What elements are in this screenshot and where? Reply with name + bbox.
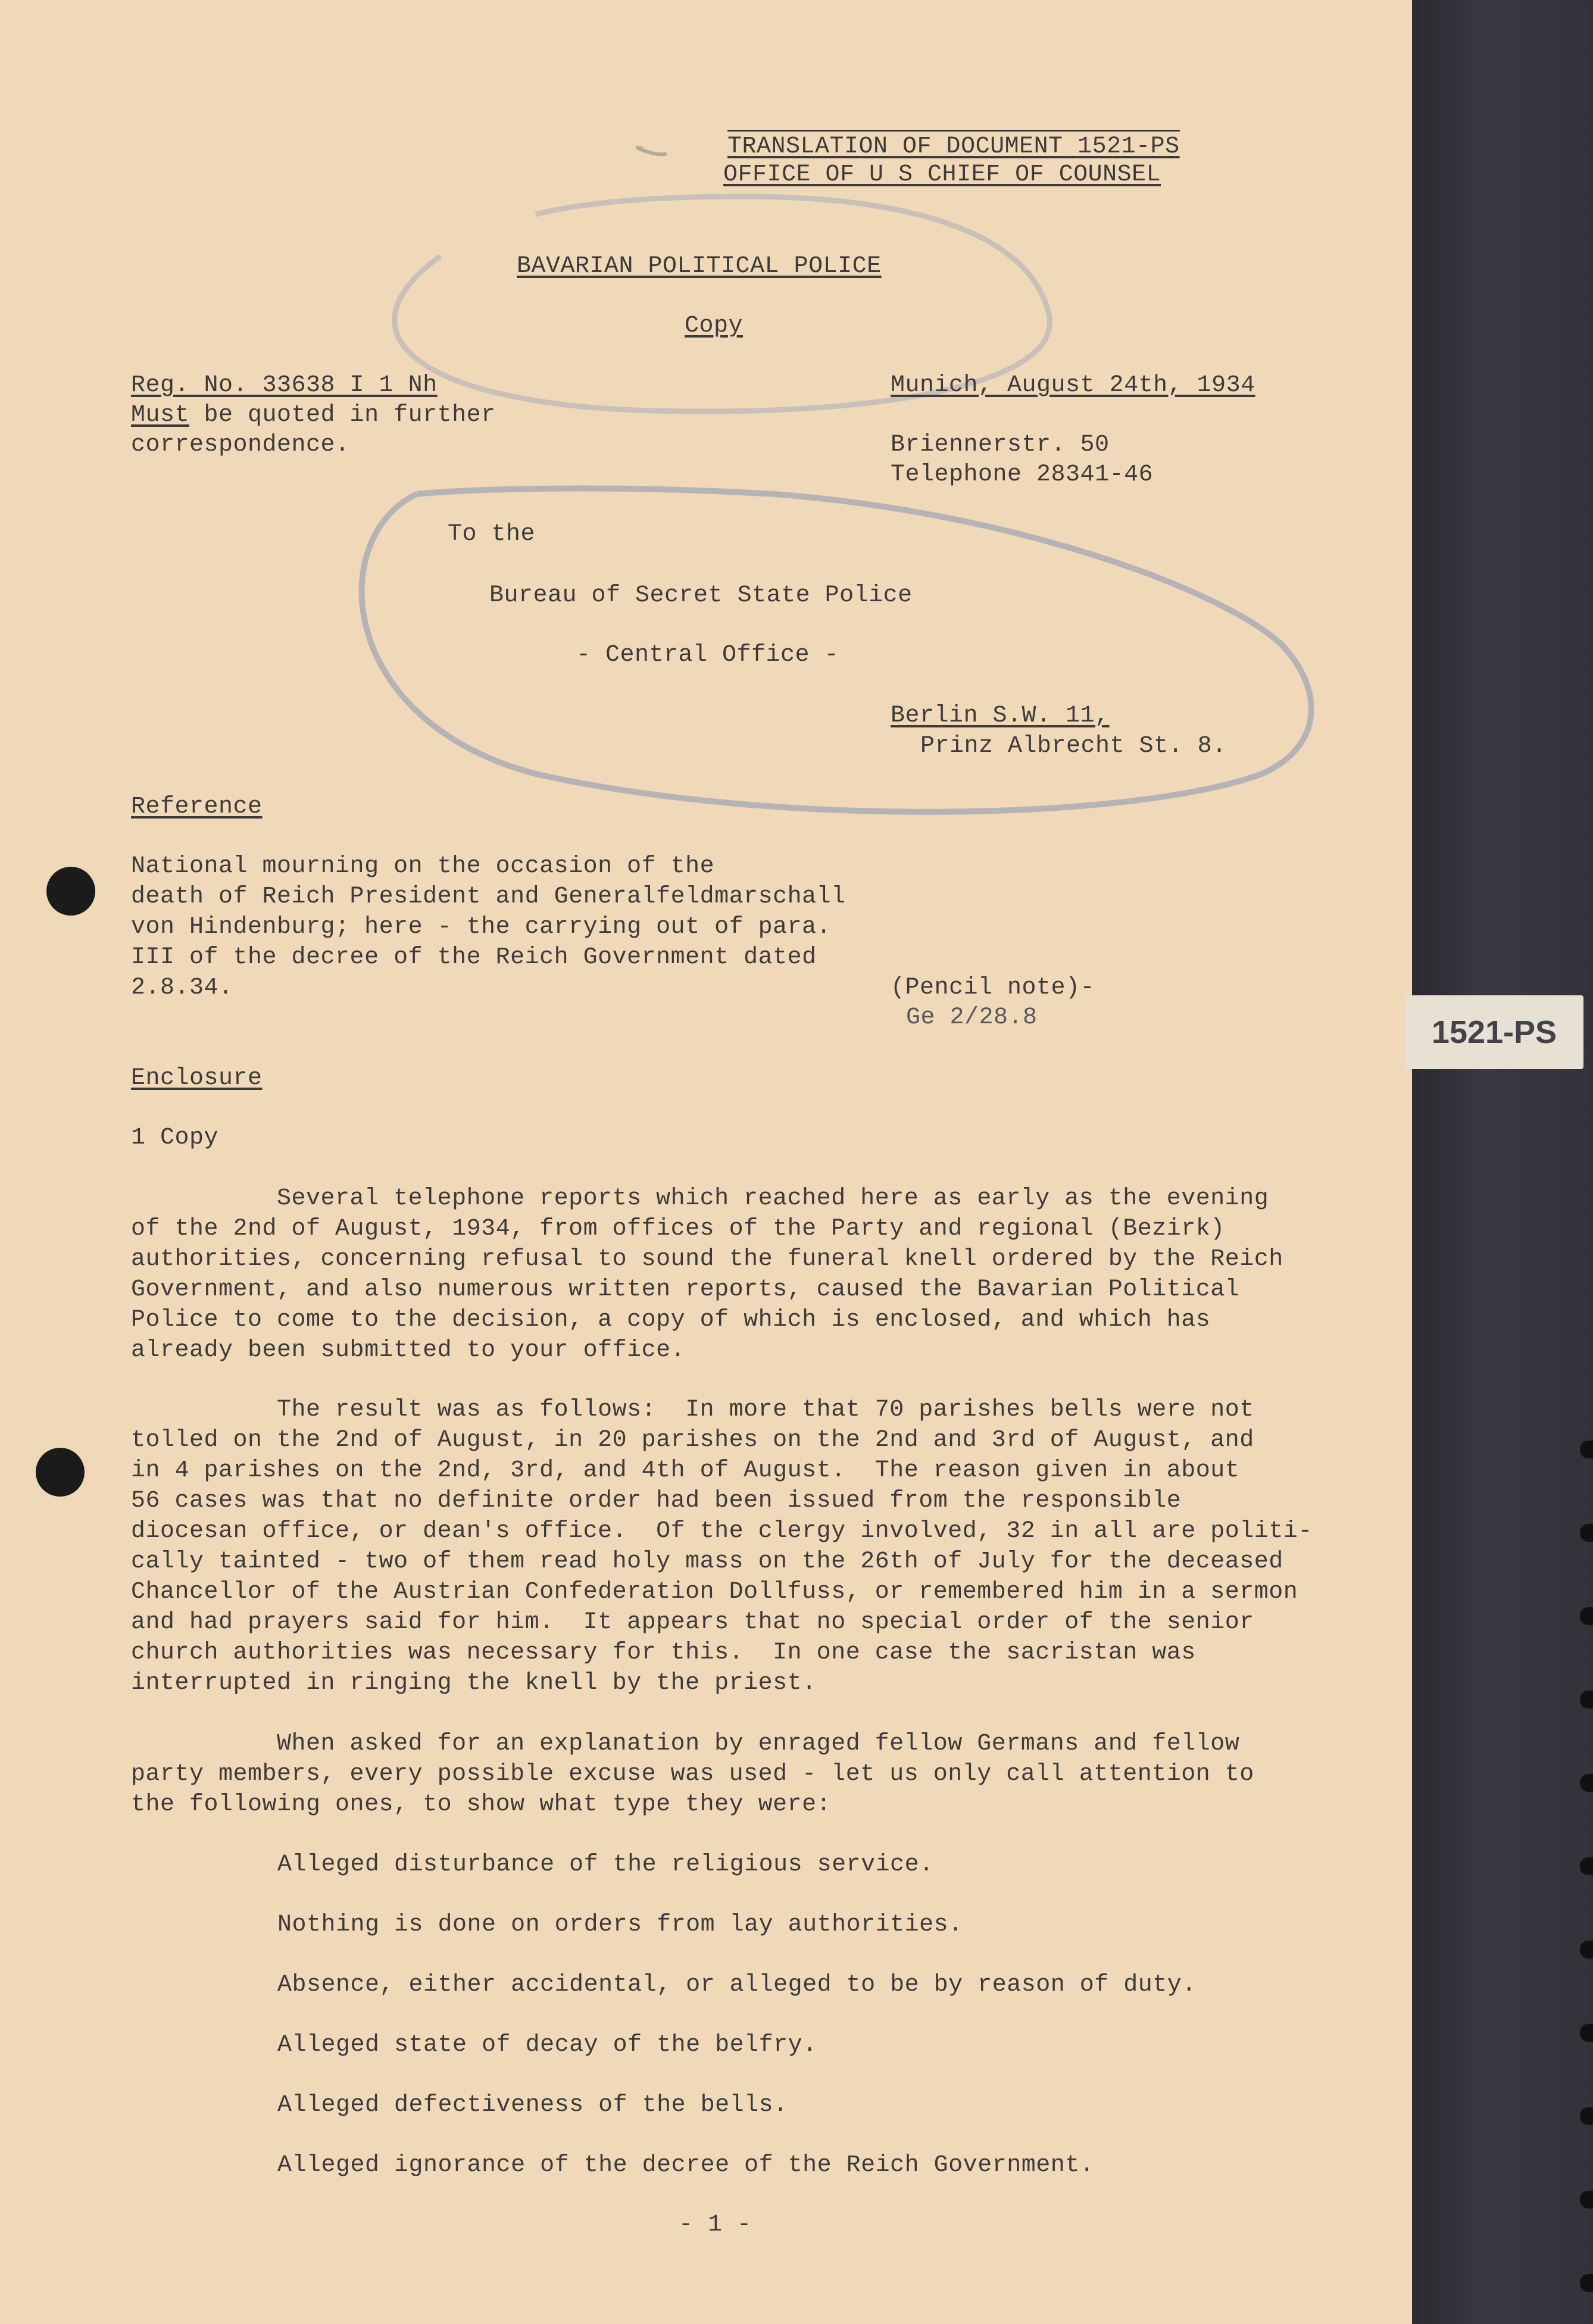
binder-hole (1580, 1441, 1593, 1458)
exhibit-tab: 1521-PS (1405, 995, 1583, 1069)
recipient-office: - Central Office - (576, 642, 839, 669)
body-line: church authorities was necessary for this. In one case the sacristan was (131, 1639, 1196, 1666)
binder-hole (1580, 1607, 1593, 1625)
telephone: Telephone 28341-46 (891, 461, 1154, 488)
body-line: party members, every possible excuse was used - let us only call attention to (131, 1761, 1254, 1788)
binder-hole (1580, 1524, 1593, 1542)
page-number: - 1 - (679, 2211, 752, 2238)
body-line: The result was as follows: In more that 70 parishes bells were not (131, 1397, 1254, 1423)
body-line: authorities, concerning refusal to sound the funeral knell ordered by the Reich (131, 1246, 1283, 1273)
pencil-note-value: Ge 2/28.8 (906, 1004, 1038, 1031)
translation-line: TRANSLATION OF DOCUMENT 1521-PS (727, 130, 1180, 162)
quote-note-rest: be quoted in further (189, 402, 496, 429)
binder-hole (1580, 1774, 1593, 1792)
must-word: Must (131, 402, 190, 429)
pencil-note-label: (Pencil note)- (891, 974, 1095, 1001)
reference-line: III of the decree of the Reich Government dated (131, 944, 817, 971)
enclosure-label: Enclosure (131, 1065, 263, 1092)
excuse-item: Alleged ignorance of the decree of the Reich Government. (277, 2152, 1095, 2179)
enclosure-value: 1 Copy (131, 1124, 219, 1151)
reference-label: Reference (131, 794, 263, 820)
body-line: Several telephone reports which reached here as early as the evening (131, 1185, 1269, 1212)
reference-line: death of Reich President and Generalfeldmarschall (131, 883, 846, 910)
quote-note-line2: correspondence. (131, 432, 350, 458)
binder-hole (1580, 2107, 1593, 2125)
body-line: Chancellor of the Austrian Confederation Dollfuss, or remembered him in a sermon (131, 1579, 1298, 1605)
binder-hole (1580, 2191, 1593, 2209)
recipient-bureau: Bureau of Secret State Police (489, 582, 913, 609)
reference-line: von Hindenburg; here - the carrying out of para. (131, 914, 832, 941)
body-line: and had prayers said for him. It appears that no special order of the senior (131, 1609, 1254, 1636)
body-line: tolled on the 2nd of August, in 20 parishes on the 2nd and 3rd of August, and (131, 1427, 1254, 1454)
body-line: When asked for an explanation by enraged fellow Germans and fellow (131, 1730, 1240, 1757)
reg-number: Reg. No. 33638 I 1 Nh (131, 372, 438, 399)
quote-note-line1 (131, 400, 496, 430)
office-line: OFFICE OF U S CHIEF OF COUNSEL (723, 161, 1161, 188)
excuse-item: Alleged disturbance of the religious service. (277, 1851, 934, 1878)
binder-edge (1412, 0, 1593, 2324)
body-line: Police to come to the decision, a copy of which is enclosed, and which has (131, 1307, 1211, 1333)
binder-hole (1580, 1857, 1593, 1875)
binder-hole (1580, 2274, 1593, 2292)
body-line: diocesan office, or dean's office. Of the clergy involved, 32 in all are politi- (131, 1518, 1313, 1545)
street-address: Briennerstr. 50 (891, 432, 1110, 458)
body-line: in 4 parishes on the 2nd, 3rd, and 4th of August. The reason given in about (131, 1457, 1240, 1484)
body-line: Government, and also numerous written reports, caused the Bavarian Political (131, 1276, 1240, 1303)
binder-hole (1580, 1941, 1593, 1958)
excuse-item: Alleged defectiveness of the bells. (277, 2092, 788, 2119)
recipient-street: Prinz Albrecht St. 8. (920, 733, 1227, 760)
agency-title: BAVARIAN POLITICAL POLICE (517, 253, 882, 280)
recipient-to: To the (448, 521, 536, 548)
recipient-city: Berlin S.W. 11, (891, 702, 1110, 729)
excuse-item: Nothing is done on orders from lay authorities. (277, 1911, 963, 1938)
binder-hole (1580, 2024, 1593, 2042)
punch-hole (36, 1448, 85, 1497)
body-line: already been submitted to your office. (131, 1337, 686, 1364)
body-line: interrupted in ringing the knell by the priest. (131, 1670, 817, 1697)
punch-hole (46, 867, 95, 916)
reference-line: National mourning on the occasion of the (131, 853, 715, 880)
binder-hole (1580, 1691, 1593, 1708)
excuse-item: Alleged state of decay of the belfry. (277, 2032, 817, 2059)
place-date: Munich, August 24th, 1934 (891, 372, 1255, 399)
body-line: the following ones, to show what type they were: (131, 1791, 832, 1818)
body-line: cally tainted - two of them read holy mass on the 26th of July for the deceased (131, 1548, 1283, 1575)
body-line: of the 2nd of August, 1934, from offices of the Party and regional (Bezirk) (131, 1216, 1225, 1242)
reference-line: 2.8.34. (131, 974, 233, 1001)
body-line: 56 cases was that no definite order had been issued from the responsible (131, 1488, 1182, 1514)
excuse-item: Absence, either accidental, or alleged to be by reason of duty. (277, 1972, 1197, 1998)
copy-label: Copy (685, 313, 744, 339)
